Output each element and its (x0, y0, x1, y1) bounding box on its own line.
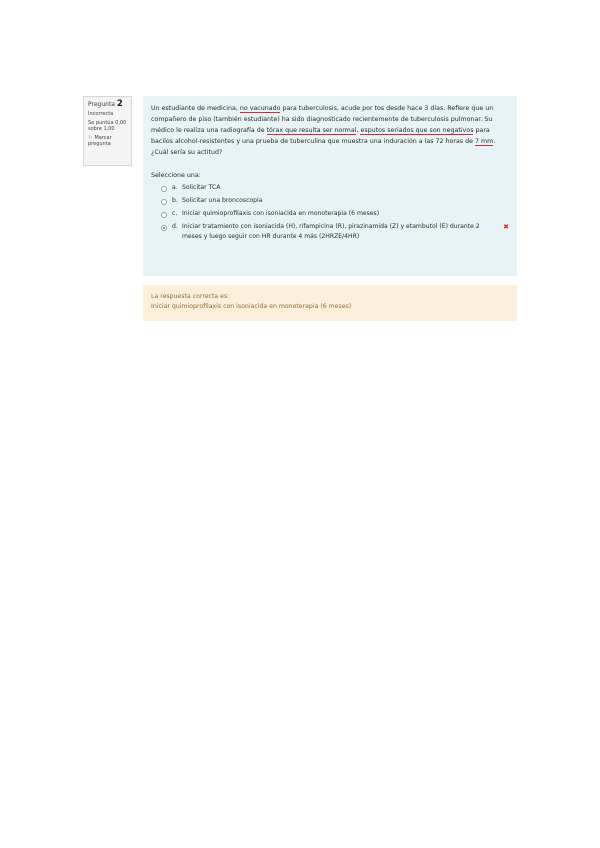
underline-highlight: esputos seriados que son negativos (360, 127, 474, 134)
answer-option-b[interactable]: b. Solicitar una broncoscopia (161, 196, 509, 206)
feedback-answer: Iniciar quimioprofilaxis con isoniacida en monoterapia (6 meses) (151, 303, 352, 310)
question-status: Incorrecta (88, 111, 114, 117)
answer-list (151, 183, 509, 242)
answer-option-c[interactable]: c. Iniciar quimioprofilaxis con isoniacida en monoterapia (6 meses) (161, 209, 509, 219)
radio-button-selected[interactable] (161, 225, 167, 231)
feedback-label: La respuesta correcta es: (151, 293, 230, 300)
flag-question-label[interactable]: pregunta (88, 141, 111, 147)
radio-button[interactable] (161, 186, 167, 192)
underline-highlight: no vacunado (239, 105, 281, 112)
radio-button[interactable] (161, 199, 167, 205)
flag-icon: ⚐ (88, 135, 93, 141)
answer-option-d[interactable]: d. Iniciar tratamiento con isoniacida (H), rifampicina (R), pirazinamida (Z) y etambutol (E) durante 2 meses y luego seguir con HR durante 4 más (2HRZE/4HR) ✖ (161, 222, 509, 242)
question-info-panel (83, 96, 132, 166)
question-formulation (143, 96, 517, 276)
incorrect-icon: ✖ (503, 223, 509, 231)
flag-question-button[interactable]: ⚐ Marcar (88, 135, 112, 141)
radio-button[interactable] (161, 212, 167, 218)
question-number: 2 (116, 99, 123, 109)
question-text: Un estudiante de medicina, no vacunado para tuberculosis, acude por tos desde hace 3 días. Refiere que un compañero de piso (también estudiante) ha sido diagnosticado recientemente de tuberculosis pulmonar. Su médico le realiza una radiografía de tórax que resulta ser normal, esputos seriados que son negativos para bacilos alcohol-resistentes y una prueba de tuberculina que muestra una induración a las 72 horas de 7 mm. ¿Cuál sería su actitud? (151, 105, 496, 156)
underline-highlight: tórax que resulta ser normal (266, 127, 357, 134)
answer-option-a[interactable]: a. Solicitar TCA (161, 183, 509, 193)
question-score-max: sobre 1,00 (88, 126, 115, 132)
question-number-heading: Pregunta 2 (88, 99, 123, 109)
correct-answer-feedback (143, 285, 517, 321)
answer-prompt: Seleccione una: (151, 172, 201, 179)
underline-highlight: 7 mm (475, 138, 494, 145)
question-score: Se puntúa 0,00 (88, 120, 127, 126)
